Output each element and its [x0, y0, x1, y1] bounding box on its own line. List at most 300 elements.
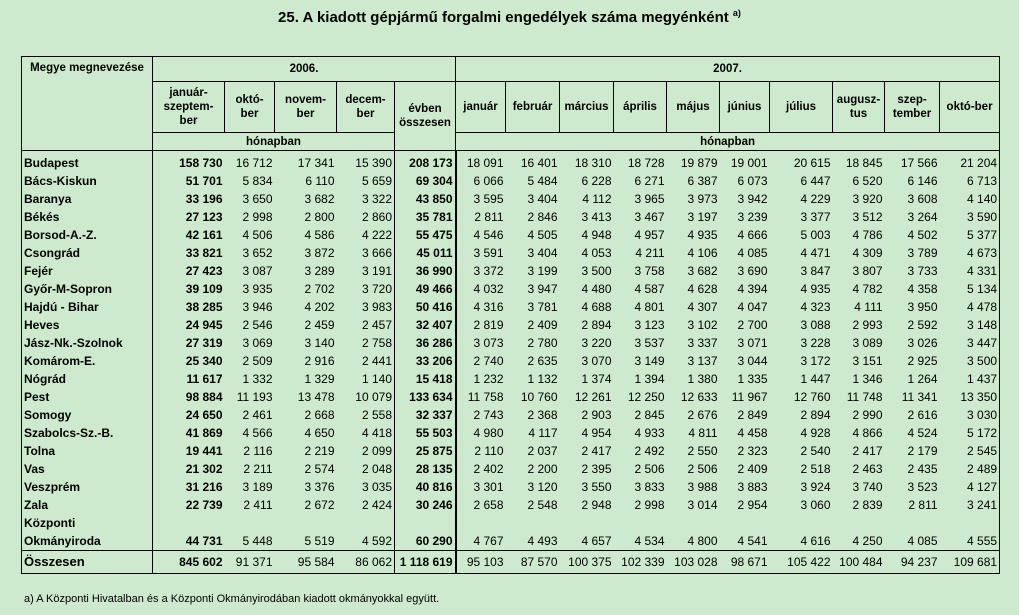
county-name: Fejér [22, 262, 153, 280]
cell-2007-2: 4 954 [581, 426, 612, 440]
cell-2007-4: 4 628 [687, 282, 718, 296]
cell-2007-4: 2 550 [687, 444, 718, 458]
cell-2006-4: 43 850 [395, 190, 456, 208]
county-name: Baranya [22, 190, 153, 208]
cell-2007-4: 1 380 [687, 372, 718, 386]
county-name: Veszprém [22, 478, 153, 496]
cell-2007-7: 3 920 [852, 192, 883, 206]
cell-2007-8: 3 264 [907, 210, 938, 224]
cell-2007-3: 4 957 [634, 228, 665, 242]
table-row [22, 514, 1000, 551]
cell-2007-7: 3 512 [852, 210, 883, 224]
cell-2007-1: 1 132 [527, 372, 558, 386]
cell-2007-4: 3 337 [687, 336, 718, 350]
table-row [22, 244, 1000, 262]
cell-2007-6: 1 447 [800, 372, 831, 386]
cell-2006-4: 1 118 619 [395, 551, 456, 574]
cell-2006-3: 4 418 [361, 426, 392, 440]
cell-2007-4: 4 106 [687, 246, 718, 260]
county-name: Komárom-E. [22, 352, 153, 370]
cell-2007-3: 2 492 [634, 444, 665, 458]
cell-2006-2: 5 519 [275, 514, 337, 551]
cell-2006-1: 2 411 [243, 498, 273, 512]
cell-2007-7: 4 782 [852, 282, 883, 296]
cell-2007-2: 6 228 [581, 174, 612, 188]
cell-2007-7: 2 417 [852, 444, 883, 458]
cell-2007-6: 12 760 [793, 390, 831, 404]
cell-2006-1: 5 448 [225, 514, 275, 551]
cell-2007-6: 4 928 [800, 426, 831, 440]
table-row [22, 442, 1000, 460]
cell-2007-3: 4 587 [634, 282, 665, 296]
cell-2006-2: 2 672 [304, 498, 335, 512]
cell-2007-2: 2 417 [581, 444, 612, 458]
cell-2007-0: 2 658 [456, 496, 506, 514]
cell-2007-4: 3 137 [687, 354, 718, 368]
cell-2007-5: 4 085 [737, 246, 768, 260]
cell-2007-6: 4 935 [800, 282, 831, 296]
cell-2006-2: 3 872 [304, 246, 335, 260]
cell-2007-9: 3 590 [940, 208, 1000, 226]
header-month-2006-2: novem-ber [275, 82, 337, 133]
cell-2007-8: 6 146 [907, 174, 938, 188]
cell-2006-3: 3 035 [361, 480, 392, 494]
cell-2006-1: 3 087 [242, 264, 273, 278]
cell-2006-3: 2 558 [361, 408, 392, 422]
cell-2006-3: 86 062 [337, 551, 395, 574]
cell-2006-0: 42 161 [153, 226, 225, 244]
cell-2007-9: 21 204 [940, 151, 1000, 173]
cell-2006-3: 5 659 [361, 174, 392, 188]
cell-2007-1: 16 401 [520, 156, 558, 170]
cell-2007-9: 4 555 [940, 514, 1000, 551]
cell-2007-2: 3 413 [581, 210, 612, 224]
cell-2007-1: 10 760 [520, 390, 558, 404]
cell-2007-2: 4 657 [560, 514, 614, 551]
cell-2006-3: 3 666 [361, 246, 392, 260]
cell-2007-5: 4 394 [737, 282, 768, 296]
cell-2007-9: 5 377 [940, 226, 1000, 244]
table-row [22, 226, 1000, 244]
cell-2006-0: 27 123 [153, 208, 225, 226]
header-month-2006-0: január-szeptem-ber [153, 82, 225, 133]
cell-2006-3: 10 079 [355, 390, 392, 404]
cell-2007-5: 3 044 [737, 354, 768, 368]
cell-2007-1: 87 570 [506, 551, 560, 574]
cell-2007-7: 100 484 [833, 551, 885, 574]
cell-2006-3: 3 720 [361, 282, 392, 296]
cell-2007-0: 4 032 [456, 280, 506, 298]
cell-2007-4: 12 633 [680, 390, 718, 404]
table-row [22, 496, 1000, 514]
county-name: Borsod-A.-Z. [22, 226, 153, 244]
cell-2006-1: 2 546 [242, 318, 273, 332]
header-month-2006-3: decem-ber [337, 82, 395, 133]
cell-2007-1: 2 409 [527, 318, 558, 332]
cell-2006-4: 32 407 [395, 316, 456, 334]
cell-2006-1: 2 211 [243, 462, 273, 476]
registrations-table [21, 56, 1000, 574]
cell-2007-5: 19 001 [730, 156, 768, 170]
cell-2007-9: 6 713 [940, 172, 1000, 190]
cell-2007-0: 3 591 [456, 244, 506, 262]
header-county: Megye megnevezése [22, 57, 153, 151]
cell-2007-7: 3 151 [852, 354, 883, 368]
cell-2006-1: 3 650 [242, 192, 273, 206]
cell-2007-0: 3 372 [456, 262, 506, 280]
cell-2007-2: 4 948 [581, 228, 612, 242]
cell-2007-7: 3 807 [852, 264, 883, 278]
cell-2006-2: 2 702 [304, 282, 335, 296]
cell-2006-4: 36 990 [395, 262, 456, 280]
cell-2007-5: 6 073 [737, 174, 768, 188]
cell-2006-1: 3 946 [242, 300, 273, 314]
cell-2007-8: 2 179 [907, 444, 938, 458]
cell-2006-1: 2 509 [242, 354, 273, 368]
cell-2007-5: 1 335 [737, 372, 768, 386]
cell-2007-1: 3 199 [527, 264, 558, 278]
county-name: Jász-Nk.-Szolnok [22, 334, 153, 352]
cell-2007-5: 4 458 [737, 426, 768, 440]
cell-2006-1: 2 998 [242, 210, 273, 224]
header-unit-2006: hónapban [153, 133, 395, 151]
cell-2007-8: 2 592 [907, 318, 938, 332]
cell-2007-6: 4 323 [800, 300, 831, 314]
cell-2007-5: 4 541 [720, 514, 770, 551]
cell-2007-7: 11 748 [846, 390, 883, 404]
cell-2007-9: 2 489 [940, 460, 1000, 478]
cell-2007-5: 2 954 [737, 498, 768, 512]
cell-2006-2: 4 586 [304, 228, 335, 242]
cell-2006-0: 22 739 [153, 496, 225, 514]
county-name: Somogy [22, 406, 153, 424]
cell-2006-2: 2 574 [304, 462, 335, 476]
cell-2007-0: 95 103 [456, 551, 506, 574]
cell-2007-1: 3 404 [527, 246, 558, 260]
table-row [22, 424, 1000, 442]
cell-2007-1: 3 781 [527, 300, 558, 314]
table-row [22, 352, 1000, 370]
cell-2007-4: 2 506 [687, 462, 718, 476]
cell-2007-6: 20 615 [793, 156, 831, 170]
cell-2006-0: 44 731 [153, 514, 225, 551]
cell-2007-6: 4 229 [800, 192, 831, 206]
cell-2006-4: 40 816 [395, 478, 456, 496]
cell-2007-3: 1 394 [634, 372, 665, 386]
cell-2006-4: 28 135 [395, 460, 456, 478]
table-row [22, 370, 1000, 388]
cell-2007-6: 3 088 [800, 318, 831, 332]
cell-2006-0: 51 701 [153, 172, 225, 190]
cell-2006-2: 2 916 [304, 354, 335, 368]
cell-2007-5: 4 666 [737, 228, 768, 242]
table-row [22, 460, 1000, 478]
cell-2007-4: 19 879 [680, 156, 718, 170]
cell-2006-3: 2 048 [361, 462, 392, 476]
cell-2007-4: 3 973 [687, 192, 718, 206]
header-month-2007-8: szep-tember [885, 82, 940, 133]
cell-2006-2: 6 110 [305, 174, 335, 188]
cell-2006-1: 91 371 [225, 551, 275, 574]
county-name: Vas [22, 460, 153, 478]
county-name: Pest [22, 388, 153, 406]
header-month-2007-2: március [560, 82, 614, 133]
cell-2006-1: 5 834 [242, 174, 273, 188]
cell-2007-4: 3 682 [687, 264, 718, 278]
title-footnote-mark: a) [732, 8, 741, 18]
cell-2007-7: 2 990 [852, 408, 883, 422]
cell-2007-1: 4 493 [506, 514, 560, 551]
cell-2007-6: 3 060 [800, 498, 831, 512]
cell-2007-0: 3 595 [456, 190, 506, 208]
cell-2007-3: 3 123 [634, 318, 665, 332]
cell-2006-2: 3 140 [304, 336, 335, 350]
cell-2006-3: 1 140 [361, 372, 392, 386]
cell-2006-3: 2 860 [361, 210, 392, 224]
cell-2007-2: 3 550 [581, 480, 612, 494]
cell-2007-1: 2 780 [527, 336, 558, 350]
cell-2007-7: 2 839 [852, 498, 883, 512]
county-name: Nógrád [22, 370, 153, 388]
cell-2007-3: 3 467 [634, 210, 665, 224]
county-name: Győr-M-Sopron [22, 280, 153, 298]
cell-2007-0: 4 316 [456, 298, 506, 316]
cell-2006-2: 2 459 [304, 318, 335, 332]
cell-2006-4: 49 466 [395, 280, 456, 298]
cell-2007-0: 2 819 [456, 316, 506, 334]
cell-2007-3: 102 339 [614, 551, 667, 574]
cell-2007-6: 2 894 [800, 408, 831, 422]
cell-2007-1: 3 947 [527, 282, 558, 296]
cell-2007-4: 4 307 [687, 300, 718, 314]
cell-2007-9: 2 545 [940, 442, 1000, 460]
cell-2007-3: 18 728 [627, 156, 665, 170]
cell-2007-0: 2 811 [456, 208, 506, 226]
county-name: Összesen [22, 551, 153, 574]
cell-2006-1: 3 935 [242, 282, 273, 296]
cell-2006-0: 31 216 [153, 478, 225, 496]
cell-2006-1: 2 461 [242, 408, 273, 422]
cell-2007-4: 3 988 [687, 480, 718, 494]
cell-2007-9: 109 681 [940, 551, 1000, 574]
cell-2007-5: 2 323 [737, 444, 768, 458]
cell-2007-2: 3 500 [581, 264, 612, 278]
cell-2006-2: 2 800 [304, 210, 335, 224]
cell-2007-2: 18 310 [574, 156, 612, 170]
cell-2007-3: 3 758 [634, 264, 665, 278]
cell-2007-3: 4 211 [635, 246, 665, 260]
cell-2007-6: 3 172 [800, 354, 831, 368]
cell-2007-9: 4 127 [940, 478, 1000, 496]
cell-2007-2: 100 375 [560, 551, 614, 574]
cell-2007-1: 2 635 [527, 354, 558, 368]
cell-2006-2: 4 650 [304, 426, 335, 440]
cell-2007-8: 3 789 [907, 246, 938, 260]
cell-2006-0: 19 441 [153, 442, 225, 460]
county-name: Heves [22, 316, 153, 334]
cell-2007-8: 2 925 [907, 354, 938, 368]
cell-2007-8: 4 358 [907, 282, 938, 296]
cell-2006-2: 95 584 [275, 551, 337, 574]
cell-2007-8: 4 085 [885, 514, 940, 551]
cell-2006-4: 69 304 [395, 172, 456, 190]
cell-2007-3: 4 933 [634, 426, 665, 440]
cell-2007-9: 3 447 [940, 334, 1000, 352]
cell-2006-1: 3 189 [242, 480, 273, 494]
header-month-2007-6: július [770, 82, 833, 133]
cell-2006-4: 36 286 [395, 334, 456, 352]
header-year-2007: 2007. [456, 57, 1000, 82]
cell-2007-5: 3 239 [737, 210, 768, 224]
cell-2006-0: 41 869 [153, 424, 225, 442]
cell-2007-8: 3 523 [907, 480, 938, 494]
county-name: Bács-Kiskun [22, 172, 153, 190]
cell-2006-2: 3 682 [304, 192, 335, 206]
table-row [22, 262, 1000, 280]
cell-2007-9: 3 030 [940, 406, 1000, 424]
table-title-text: 25. A kiadott gépjármű forgalmi engedélyek száma megyénként [278, 9, 729, 26]
table-row [22, 406, 1000, 424]
cell-2007-8: 4 502 [907, 228, 938, 242]
cell-2006-4: 55 475 [395, 226, 456, 244]
cell-2007-3: 3 149 [634, 354, 665, 368]
cell-2006-0: 38 285 [153, 298, 225, 316]
total-row [22, 551, 1000, 574]
cell-2007-3: 3 965 [634, 192, 665, 206]
cell-2007-0: 3 301 [456, 478, 506, 496]
cell-2006-3: 2 457 [361, 318, 392, 332]
cell-2007-5: 2 409 [737, 462, 768, 476]
cell-2007-9: 1 437 [940, 370, 1000, 388]
cell-2007-1: 4 505 [527, 228, 558, 242]
cell-2006-0: 21 302 [153, 460, 225, 478]
cell-2007-0: 11 758 [456, 388, 506, 406]
cell-2006-2: 3 376 [304, 480, 335, 494]
cell-2007-9: 4 673 [940, 244, 1000, 262]
cell-2007-8: 11 341 [901, 390, 938, 404]
cell-2007-2: 2 948 [581, 498, 612, 512]
header-month-2007-7: augusz-tus [833, 82, 885, 133]
cell-2007-6: 2 518 [800, 462, 831, 476]
table-row [22, 298, 1000, 316]
cell-2007-1: 2 548 [527, 498, 558, 512]
cell-2006-0: 27 423 [153, 262, 225, 280]
table-title [0, 8, 1019, 26]
cell-2007-3: 4 801 [634, 300, 665, 314]
cell-2007-2: 2 894 [581, 318, 612, 332]
cell-2007-8: 2 435 [907, 462, 938, 476]
cell-2007-0: 4 767 [456, 514, 506, 551]
header-month-2007-0: január [456, 82, 506, 133]
cell-2007-9: 4 331 [940, 262, 1000, 280]
cell-2006-0: 158 730 [153, 151, 225, 173]
cell-2007-6: 4 471 [800, 246, 831, 260]
cell-2007-3: 2 998 [634, 498, 665, 512]
cell-2007-4: 4 800 [667, 514, 720, 551]
cell-2007-5: 2 700 [737, 318, 768, 332]
cell-2006-2: 2 219 [304, 444, 335, 458]
table-row [22, 334, 1000, 352]
cell-2007-1: 2 368 [527, 408, 558, 422]
cell-2007-3: 2 845 [634, 408, 665, 422]
cell-2006-0: 98 884 [153, 388, 225, 406]
cell-2007-8: 2 811 [908, 498, 938, 512]
county-name: Békés [22, 208, 153, 226]
cell-2007-2: 3 070 [581, 354, 612, 368]
table-row [22, 172, 1000, 190]
cell-2007-5: 98 671 [720, 551, 770, 574]
cell-2007-7: 2 463 [852, 462, 883, 476]
cell-2006-3: 2 758 [361, 336, 392, 350]
table-row [22, 208, 1000, 226]
table-row [22, 190, 1000, 208]
cell-2007-0: 2 402 [456, 460, 506, 478]
cell-2007-2: 4 053 [581, 246, 612, 260]
cell-2007-8: 94 237 [885, 551, 940, 574]
cell-2007-9: 5 172 [940, 424, 1000, 442]
county-name: Központi Okmányiroda [22, 514, 153, 551]
cell-2006-4: 33 206 [395, 352, 456, 370]
cell-2007-3: 4 534 [614, 514, 667, 551]
cell-2007-7: 4 309 [852, 246, 883, 260]
header-month-2006-1: októ-ber [225, 82, 275, 133]
cell-2006-3: 3 322 [361, 192, 392, 206]
cell-2007-8: 2 616 [907, 408, 938, 422]
table-row [22, 316, 1000, 334]
cell-2006-4: 25 875 [395, 442, 456, 460]
cell-2006-2: 17 341 [297, 156, 335, 170]
cell-2007-4: 6 387 [687, 174, 718, 188]
county-name: Hajdú - Bihar [22, 298, 153, 316]
header-month-2007-1: február [506, 82, 560, 133]
cell-2007-2: 12 261 [574, 390, 612, 404]
cell-2007-5: 11 967 [731, 390, 768, 404]
county-name: Zala [22, 496, 153, 514]
header-month-2007-9: októ-ber [940, 82, 1000, 133]
cell-2006-2: 4 202 [304, 300, 335, 314]
header-month-2007-5: június [720, 82, 770, 133]
cell-2007-4: 103 028 [667, 551, 720, 574]
cell-2007-9: 4 478 [940, 298, 1000, 316]
cell-2007-3: 12 250 [627, 390, 665, 404]
cell-2007-8: 17 566 [900, 156, 938, 170]
cell-2007-2: 1 374 [581, 372, 612, 386]
table-row [22, 478, 1000, 496]
cell-2007-1: 2 846 [527, 210, 558, 224]
cell-2007-1: 4 117 [528, 426, 558, 440]
cell-2007-6: 4 616 [770, 514, 833, 551]
cell-2007-6: 3 924 [800, 480, 831, 494]
cell-2006-0: 845 602 [153, 551, 225, 574]
cell-2007-6: 6 447 [800, 174, 831, 188]
cell-2006-0: 33 821 [153, 244, 225, 262]
cell-2007-8: 3 733 [907, 264, 938, 278]
cell-2007-0: 2 743 [456, 406, 506, 424]
cell-2007-1: 5 484 [527, 174, 558, 188]
header-month-2006-4: évben összesen [395, 82, 456, 151]
cell-2007-0: 4 980 [456, 424, 506, 442]
table-row [22, 280, 1000, 298]
cell-2007-7: 1 346 [852, 372, 883, 386]
cell-2006-1: 3 652 [242, 246, 273, 260]
cell-2006-3: 3 983 [361, 300, 392, 314]
cell-2007-2: 2 395 [581, 462, 612, 476]
county-name: Budapest [22, 151, 153, 173]
cell-2006-3: 2 099 [361, 444, 392, 458]
cell-2007-3: 3 537 [634, 336, 665, 350]
cell-2007-2: 4 480 [581, 282, 612, 296]
cell-2007-8: 3 608 [907, 192, 938, 206]
